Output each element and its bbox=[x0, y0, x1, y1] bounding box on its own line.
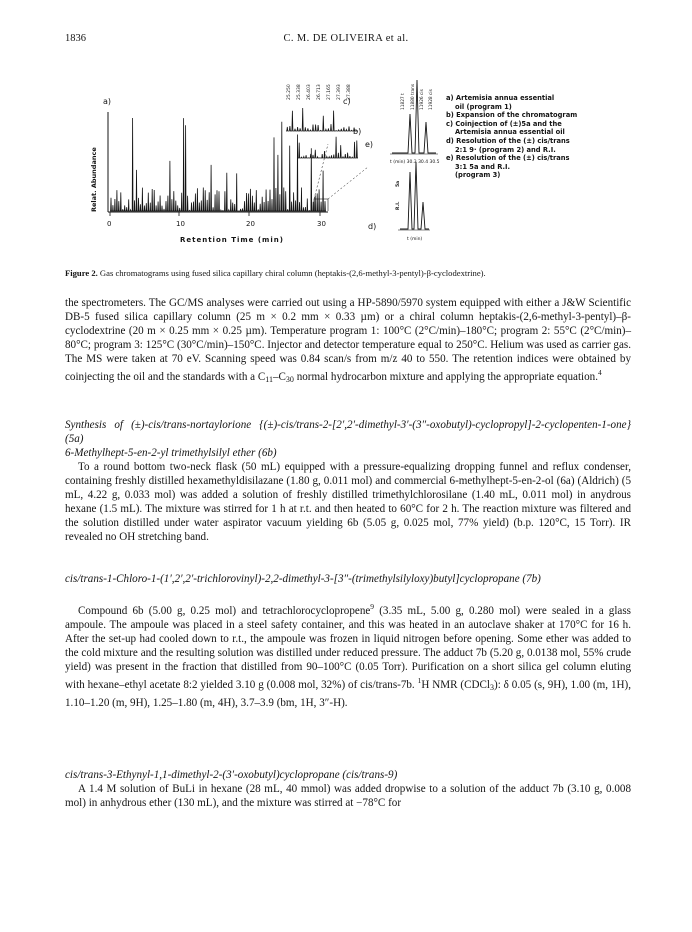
inset-d-axis: t (min) bbox=[407, 237, 423, 242]
heading-7b: cis/trans-1-Chloro-1-(1′,2′,2′-trichlorovinyl)-2,2-dimethyl-3-[3″-(trimethylsilyloxy)butyl]cyclopropane (7b) bbox=[65, 573, 541, 585]
text-run: Compound 6b (5.00 g, 0.25 mol) and tetrachlorocyclopropene bbox=[78, 605, 371, 617]
main-chromatogram bbox=[90, 84, 376, 244]
inset-d-label-5a: 5a bbox=[396, 180, 401, 187]
x-tick-label: 20 bbox=[246, 220, 255, 228]
panel-label-e: e) bbox=[365, 140, 374, 149]
x-tick-label: 0 bbox=[107, 220, 112, 228]
y-axis-label: Relat. Abundance bbox=[90, 147, 98, 212]
page-number: 1836 bbox=[65, 33, 86, 44]
inset-d-chromatogram bbox=[395, 162, 430, 242]
legend-line: d) Resolution of the (±) cis/trans bbox=[446, 136, 570, 145]
figure-caption bbox=[65, 268, 645, 278]
peak-label: 25.250 bbox=[287, 84, 292, 100]
x-tick-label: 10 bbox=[176, 220, 185, 228]
text-run: normal hydrocarbon mixture and applying the appropriate equation. bbox=[293, 371, 598, 384]
peak-label: 26.403 bbox=[307, 84, 312, 100]
reference-superscript: 4 bbox=[597, 368, 602, 378]
panel-label-a: a) bbox=[103, 97, 112, 106]
peak-label: 25.338 bbox=[297, 84, 302, 100]
legend-line: oil (program 1) bbox=[455, 102, 512, 111]
paragraph-6b bbox=[65, 460, 631, 545]
peak-label: 27.165 bbox=[327, 84, 332, 100]
inset-peak-label: 11827 t bbox=[401, 93, 406, 110]
text-run: H NMR (CDCl bbox=[421, 679, 490, 692]
superscript: 1 bbox=[417, 676, 422, 686]
inset-peak-label: 11880 trans bbox=[411, 83, 416, 110]
inset-e-chromatogram bbox=[390, 80, 440, 165]
subscript: 3 bbox=[490, 683, 494, 693]
panel-label-d: d) bbox=[368, 222, 377, 231]
figure-legend bbox=[446, 94, 636, 180]
paragraph-9 bbox=[65, 782, 631, 810]
legend-line: 2:1 9· (program 2) and R.I. bbox=[455, 145, 556, 154]
panel-label-b: b) bbox=[353, 127, 362, 136]
paragraph-gcms bbox=[65, 296, 631, 388]
text-run: the spectrometers. The GC/MS analyses were carried out using a HP-5890/5970 system equipped with either a J&W Scientific DB-5 fused silica capillary column (25 m × 0.2 mm × 0.33 µm) or a chiral column heptakis-(2,6-methyl-3-pentyl)–β-cyclodextrine (20 m × 0.25 mm × 0.25 µm). Temperature program 1: 100°C (2°C/min)–180°C; program 2: 55°C (2°C/min)–80°C; program 3: 125°C (30°C/min)–150°C. Injector and detector temperature equal to 250°C. Helium was used as carrier gas. The MS were taken at 70 eV. Scanning speed was 0.84 scan/s from m/z 40 to 550. The retention indices were obtained by coinjecting the oil and the standards with a C bbox=[65, 297, 631, 384]
text-run: ): δ 0.05 (s, 9H), 1.00 (m, 1H), 1.10–1.20 (m, 9H), 1.25–1.80 (m, 4H), 3.7–3.9 (bm, 1H, 3″-H). bbox=[65, 679, 631, 709]
caption-text: Gas chromatograms using fused silica capillary chiral column (heptakis-(2,6-methyl-3-pentyl)-β-cyclodextrine). bbox=[97, 268, 486, 278]
caption-label: Figure 2. bbox=[65, 268, 98, 278]
text-run: (3.35 mL, 5.00 g, 0.280 mol) were sealed in a glass ampoule. The ampoule was placed in a steel safety container, and this was heated in an autoclave shaker at 170°C for 16 h. After the set-up had cooled down to r.t., the ampoule was frozen in liquid nitrogen before opening. Some ether was added to the cold mixture and the resulting solution was distilled under reduced pressure. The adduct 7b (5.20 g, 0.0138 mol, 55% crude yield) was present in the fraction that distilled from 90–100°C (0.05 Torr). Purification on a short silica gel column eluting with hexane–ethyl acetate 8:2 yielded 3.10 g (0.008 mol, 32%) of cis/trans-7b. bbox=[65, 605, 631, 692]
x-tick-label: 30 bbox=[317, 220, 326, 228]
paragraph-7b bbox=[65, 600, 631, 710]
legend-line: c) Coinjection of (±)5a and the bbox=[446, 119, 562, 128]
heading-6b: 6-Methylhept-5-en-2-yl trimethylsilyl ether (6b) bbox=[65, 447, 277, 459]
reference-superscript: 9 bbox=[370, 602, 375, 611]
legend-line: Artemisia annua essential oil bbox=[455, 128, 565, 137]
legend-line: e) Resolution of the (±) cis/trans bbox=[446, 154, 570, 163]
x-axis-label: Retention Time (min) bbox=[180, 236, 284, 244]
subscript: 30 bbox=[285, 375, 294, 385]
heading-synthesis-5a: Synthesis of (±)-cis/trans-nortaylorione {(±)-cis/trans-2-[2′,2′-dimethyl-3′-(3″-oxobutyl)-cyclopropyl]-2-cyclopenten-1-one} (5a) bbox=[65, 419, 631, 446]
text-run: –C bbox=[272, 371, 286, 384]
peak-label: 27.393 bbox=[337, 84, 342, 100]
legend-line: 3:1 5a and R.I. bbox=[455, 162, 511, 171]
legend-line: b) Expansion of the chromatogram bbox=[446, 111, 578, 120]
inset-peak-label: 11928 cis bbox=[429, 89, 434, 110]
inset-d-label-ri: R.I. bbox=[396, 201, 401, 210]
inset-peak-label: 11926 cis bbox=[420, 89, 425, 110]
running-head: C. M. DE OLIVEIRA et al. bbox=[283, 33, 409, 44]
peak-label: 26.713 bbox=[317, 84, 322, 100]
text-run: A 1.4 M solution of BuLi in hexane (28 mL, 40 mmol) was added dropwise to a solution of the adduct 7b (3.10 g, 0.008 mol) in anhydrous ether (130 mL), and the mixture was stirred at −78°C for bbox=[65, 783, 631, 810]
legend-line: (program 3) bbox=[455, 171, 501, 180]
subscript: 11 bbox=[265, 375, 273, 385]
peak-label: 27.388 bbox=[347, 84, 352, 100]
inset-e-axis: t (min) 30.3 30.4 30.5 bbox=[390, 160, 440, 165]
heading-9: cis/trans-3-Ethynyl-1,1-dimethyl-2-(3′-oxobutyl)cyclopropane (cis/trans-9) bbox=[65, 769, 398, 781]
text-run: To a round bottom two-neck flask (50 mL) equipped with a pressure-equalizing dropping funnel and reflux condenser, containing freshly distilled hexamethyldisilazane (1.80 g, 0.011 mol) and commercial 6-methylhept-5-en-2-ol (6a) (Aldrich) (5 mL, 4.22 g, 0.033 mol) was added a solution of freshly distilled trimethylchlorosilane (1.40 mL, 0.011 mol) in anydrous hexane (1.5 mL). The mixture was stirred for 1 h at r.t. and then heated to 60°C for 2 h. The reaction mixture was filtered and the solution distilled under water aspirator vacuum yielding 6b (5.05 g, 0.025 mol, 77% yield) (b.p. 120°C, 15 Torr). IR revealed no OH stretching band. bbox=[65, 461, 631, 544]
panel-label-c: c) bbox=[343, 97, 351, 106]
legend-line: a) Artemisia annua essential bbox=[446, 94, 555, 102]
